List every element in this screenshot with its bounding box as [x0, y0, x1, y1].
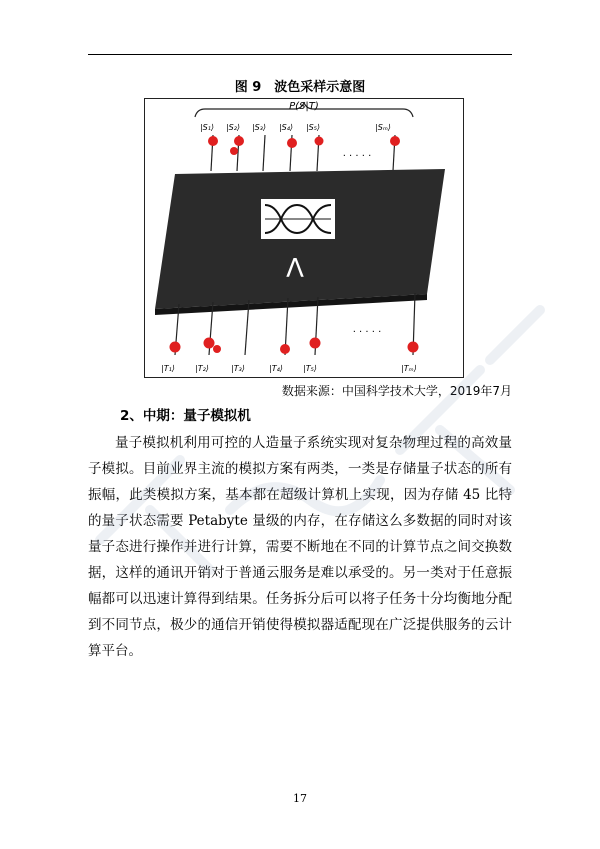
output-label-2: |S₂⟩ — [225, 123, 241, 132]
output-label-1: |S₁⟩ — [199, 123, 215, 132]
photon-icon — [208, 136, 218, 146]
page-number: 17 — [293, 792, 307, 805]
photon-icon — [287, 138, 297, 148]
figure-source: 数据来源：中国科学技术大学，2019年7月 — [281, 384, 512, 398]
photon-icon — [280, 344, 290, 354]
input-ellipsis: · · · · · — [352, 327, 382, 338]
output-label-4: |S₄⟩ — [278, 123, 294, 132]
body-paragraph: 量子模拟机利用可控的人造量子系统实现对复杂物理过程的高效量子模拟。目前业界主流的模拟方案有两类，一类是存储量子状态的所有振幅，此类模拟方案，基本都在超级计算机上实现，因为存储 45 比特的量子状态需要 Petabyte 量级的内存，在存储这么多数据的同时对该量子态进行操作并进行计算，需要不断地在不同的计算节点之间交换数据，这样的通讯开销对于普通云服务是难以承受的。另一类对于任意振幅都可以迅速计算得到结果。任务拆分后可以将子任务十分均衡地分配到不同节点，极少的通信开销使得模拟器适配现在广泛提供服务的云计算平台。 — [88, 435, 512, 659]
photon-icon — [315, 137, 324, 146]
photon-icon — [408, 342, 419, 353]
photon-icon — [230, 147, 238, 155]
output-label-m: |Sₘ⟩ — [375, 123, 391, 132]
input-label-3: |T₃⟩ — [231, 364, 245, 373]
output-label-5: |S₅⟩ — [305, 123, 321, 132]
photon-icon — [310, 338, 321, 349]
photon-icon — [213, 345, 221, 353]
figure-caption: 图 9 波色采样示意图 — [234, 80, 366, 95]
photon-icon — [204, 338, 215, 349]
input-label-2: |T₂⟩ — [195, 364, 209, 373]
input-photons — [170, 338, 419, 355]
boson-sampling-diagram — [145, 99, 463, 377]
photon-icon — [390, 136, 400, 146]
section-heading: 2、中期：量子模拟机 — [120, 408, 251, 424]
photon-icon — [234, 136, 244, 146]
center-symbol: Λ — [286, 254, 304, 284]
input-label-5: |T₅⟩ — [303, 364, 317, 373]
input-label-4: |T₄⟩ — [269, 364, 283, 373]
output-ellipsis: · · · · · — [342, 151, 372, 162]
input-label-m: |Tₘ⟩ — [401, 364, 417, 373]
boson-sampling-figure — [144, 98, 464, 378]
photon-icon — [170, 342, 181, 353]
top-label: P(S|T) — [289, 101, 319, 112]
output-label-3: |S₃⟩ — [251, 123, 267, 132]
input-label-1: |T₁⟩ — [161, 364, 175, 373]
header-rule — [88, 54, 512, 55]
